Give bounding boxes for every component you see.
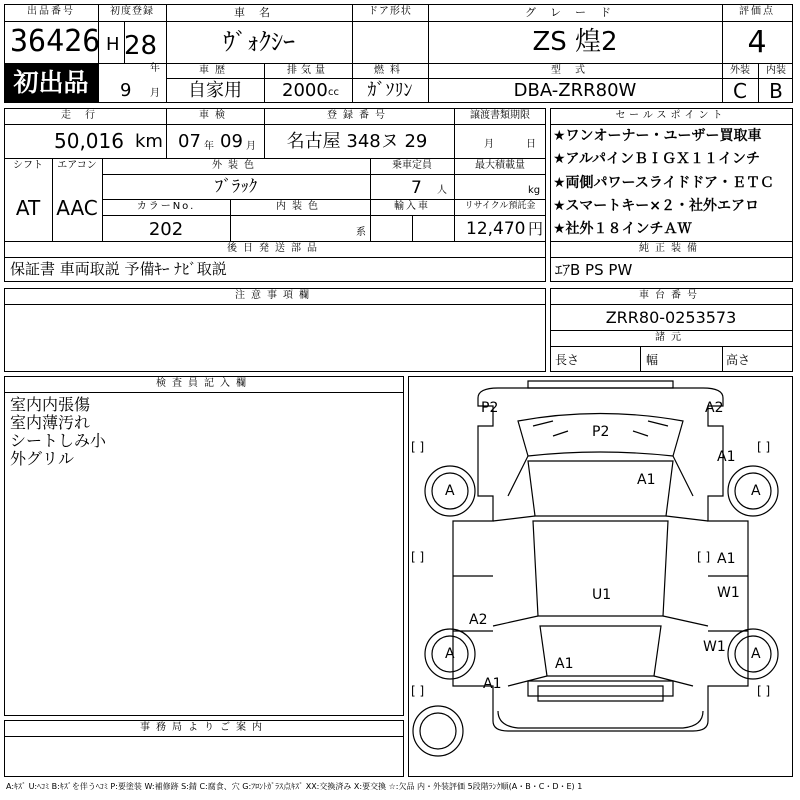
damage-code: A1 xyxy=(637,472,656,488)
sales-point: ★アルパインＢＩＧＸ１１インチ xyxy=(553,151,761,167)
fuel-label: 燃料 xyxy=(374,65,406,76)
mileage-label: 走行 xyxy=(61,110,109,121)
damage-code: A2 xyxy=(469,612,488,628)
damage-code: A1 xyxy=(555,656,574,672)
inspector-note: 室内薄汚れ xyxy=(10,413,91,432)
later-parts: 保証書 車両取説 予備ｷｰ ﾅﾋﾞ取説 xyxy=(10,260,227,278)
inspector-note: 外グリル xyxy=(10,449,75,468)
recycle-label: リサイクル預託金 xyxy=(464,201,536,211)
caution-label: 注意事項欄 xyxy=(235,290,315,301)
inspector-note: シートしみ小 xyxy=(10,431,107,450)
width-label: 幅 xyxy=(646,353,659,367)
car-name-label: 車名 xyxy=(234,6,284,19)
era: H xyxy=(106,34,120,55)
exterior-grade: C xyxy=(733,79,747,103)
int-color-unit: 系 xyxy=(356,227,366,238)
interior-label: 内装 xyxy=(766,65,786,76)
score-label: 評価点 xyxy=(739,6,775,17)
model-label: 型式 xyxy=(551,65,599,76)
insp-year: 07 xyxy=(178,131,201,152)
chassis-label: 車台番号 xyxy=(639,290,703,301)
insp-month: 09 xyxy=(220,131,243,152)
equipment-label: 純正装備 xyxy=(639,243,703,254)
interior-grade: B xyxy=(769,79,783,103)
transfer-day-unit: 日 xyxy=(526,139,536,150)
first-reg-month: 9 xyxy=(120,80,132,101)
transfer-label: 譲渡書類期限 xyxy=(470,110,530,121)
shift-label: シフト xyxy=(13,160,43,171)
damage-code: P2 xyxy=(481,400,499,416)
recycle: 12,470 xyxy=(466,219,526,239)
damage-code: P2 xyxy=(592,424,610,440)
recycle-unit: 円 xyxy=(528,220,544,238)
transfer-month-unit: 月 xyxy=(484,139,494,150)
panel-bracket: [ ] xyxy=(411,440,425,454)
damage-code: A1 xyxy=(483,676,502,692)
height-label: 高さ xyxy=(726,353,751,367)
inspector-note: 室内内張傷 xyxy=(10,395,91,414)
car-name: ｳﾞｫｸｼｰ xyxy=(223,28,295,56)
first-listing-badge: 初出品 xyxy=(13,68,89,97)
load-unit: kg xyxy=(528,185,541,196)
sales-label: セールスポイント xyxy=(615,110,727,121)
model: DBA-ZRR80W xyxy=(513,80,637,101)
lot-number: 36426 xyxy=(10,24,101,59)
capacity-unit: 人 xyxy=(437,185,447,196)
import-label: 輸入車 xyxy=(394,201,430,212)
office-label: 事務局よりご案内 xyxy=(140,722,268,733)
sales-point: ★社外１８インチＡＷ xyxy=(553,221,692,237)
reg-label: 登録番号 xyxy=(327,110,391,121)
sales-point: ★ワンオーナー・ユーザー買取車 xyxy=(553,128,762,144)
door-label: ドア形状 xyxy=(368,6,412,17)
mileage: 50,016 xyxy=(54,129,124,153)
history-label: 車歴 xyxy=(199,65,231,76)
damage-code: A xyxy=(445,483,455,499)
sales-point: ★スマートキー×２・社外エアロ xyxy=(553,198,760,214)
damage-code: U1 xyxy=(592,587,612,603)
load-label: 最大積載量 xyxy=(475,160,525,171)
panel-bracket: [ ] xyxy=(411,550,425,564)
damage-code: A1 xyxy=(717,449,736,465)
damage-code: A xyxy=(751,483,761,499)
ext-color-label: 外装色 xyxy=(212,160,260,171)
panel-bracket: [ ] xyxy=(411,684,425,698)
first-reg-label: 初度登録 xyxy=(110,6,154,17)
color-no: 202 xyxy=(148,219,184,240)
capacity: 7 xyxy=(411,178,422,198)
history: 自家用 xyxy=(188,80,242,101)
panel-bracket: [ ] xyxy=(697,550,711,564)
damage-code: A1 xyxy=(717,551,736,567)
month-unit: 月 xyxy=(150,88,160,99)
sales-point: ★両側パワースライドドア・ＥＴＣ xyxy=(553,175,775,191)
displacement: 2000 xyxy=(282,80,328,101)
year-unit: 年 xyxy=(150,63,160,74)
aircon: AAC xyxy=(56,196,98,220)
color-no-label: カラーNo. xyxy=(136,201,196,212)
displacement-unit: cc xyxy=(328,87,339,98)
score: 4 xyxy=(747,25,767,60)
shift: AT xyxy=(15,196,41,220)
length-label: 長さ xyxy=(555,353,580,367)
exterior-label: 外装 xyxy=(730,65,750,76)
damage-code: A xyxy=(445,646,455,662)
later-parts-label: 後日発送部品 xyxy=(227,243,323,254)
reg-number: 名古屋 348ヌ 29 xyxy=(286,131,428,152)
spec-label: 諸元 xyxy=(655,332,687,343)
damage-code: W1 xyxy=(717,585,740,601)
displacement-label: 排気量 xyxy=(287,65,329,76)
insp-month-unit: 月 xyxy=(246,141,256,152)
ext-color: ﾌﾞﾗｯｸ xyxy=(214,177,258,197)
damage-code: A2 xyxy=(705,400,724,416)
inspector-label: 検査員記入欄 xyxy=(156,378,252,389)
damage-code: A xyxy=(751,646,761,662)
chassis-number: ZRR80-0253573 xyxy=(605,308,737,327)
mileage-unit: km xyxy=(135,131,163,152)
capacity-label: 乗車定員 xyxy=(392,160,432,171)
first-reg-year: 28 xyxy=(124,31,158,61)
panel-bracket: [ ] xyxy=(757,440,771,454)
fuel: ｶﾞｿﾘﾝ xyxy=(367,80,413,101)
lot-label: 出品番号 xyxy=(27,6,75,17)
insp-year-unit: 年 xyxy=(204,141,214,152)
grade-label: グレード xyxy=(525,6,625,19)
damage-code: W1 xyxy=(703,639,726,655)
panel-bracket: [ ] xyxy=(757,684,771,698)
inspection-label: 車検 xyxy=(199,110,231,121)
int-color-label: 内装色 xyxy=(276,201,324,212)
grade: ZS 煌2 xyxy=(532,27,618,57)
equipment: ｴｱB PS PW xyxy=(555,261,633,279)
legend: A:ｷｽﾞ U:ﾍｺﾐ B:ｷｽﾞを伴うﾍｺﾐ P:要塗装 W:補修跡 S:錆 C:腐食、穴 G:ﾌﾛﾝﾄｶﾞﾗｽ点ｷｽﾞ XX:交換済み X:要交換 ☆:欠品 内・外装評価 5段階ﾗﾝｸ順(A・B・C・D・E) 1 xyxy=(6,782,583,791)
aircon-label: エアコン xyxy=(57,160,97,171)
